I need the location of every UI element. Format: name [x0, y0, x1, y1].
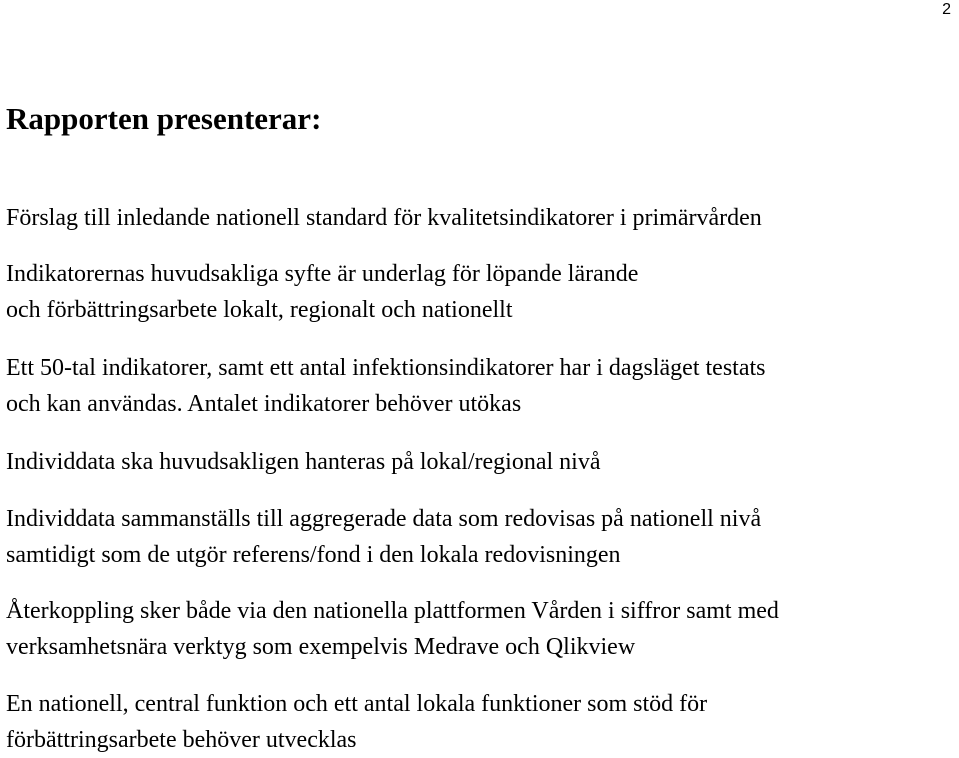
page-title: Rapporten presenterar: [6, 101, 322, 136]
paragraph-line: och förbättringsarbete lokalt, regionalt och nationellt [6, 297, 513, 323]
paragraph-line: verksamhetsnära verktyg som exempelvis Medrave och Qlikview [6, 634, 636, 660]
paragraph-individual-data-local [6, 444, 601, 480]
paragraph-line: Ett 50-tal indikatorer, samt ett antal infektionsindikatorer har i dagsläget testats [6, 355, 766, 381]
paragraph-indicator-purpose [6, 256, 638, 328]
page-number: 2 [942, 1, 951, 18]
paragraph-support-function [6, 686, 707, 758]
paragraph-line: Individdata sammanställs till aggregerade data som redovisas på nationell nivå [6, 506, 762, 532]
paragraph-indicator-count [6, 350, 765, 422]
paragraph-line: samtidigt som de utgör referens/fond i den lokala redovisningen [6, 542, 621, 568]
paragraph-feedback [6, 593, 779, 665]
paragraph-line: Förslag till inledande nationell standard för kvalitetsindikatorer i primärvården [6, 205, 762, 231]
paragraph-line: En nationell, central funktion och ett antal lokala funktioner som stöd för [6, 691, 708, 717]
paragraph-line: förbättringsarbete behöver utvecklas [6, 727, 357, 753]
paragraph-line: Återkoppling sker både via den nationella plattformen Vården i siffror samt med [6, 598, 779, 624]
paragraph-standard-proposal [6, 200, 762, 236]
paragraph-line: Individdata ska huvudsakligen hanteras på lokal/regional nivå [6, 449, 601, 475]
paragraph-line: och kan användas. Antalet indikatorer behöver utökas [6, 391, 522, 417]
paragraph-aggregated-data [6, 501, 761, 573]
paragraph-line: Indikatorernas huvudsakliga syfte är underlag för löpande lärande [6, 261, 639, 287]
